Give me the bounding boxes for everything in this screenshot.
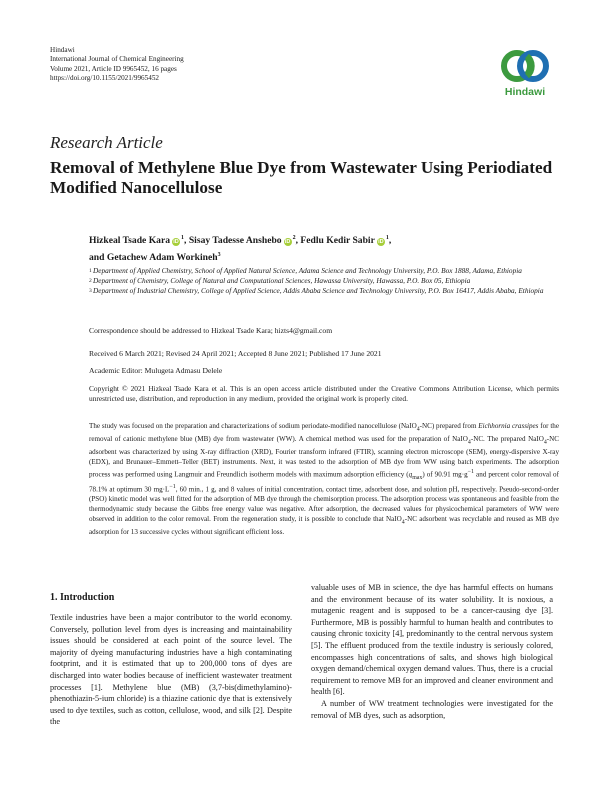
abstract-text: -NC) prepared from xyxy=(419,422,479,430)
abstract-text: The study was focused on the preparation and characterizations of sodium periodate-modified nanocellulose (NaIO xyxy=(89,422,417,430)
intro-paragraph: valuable uses of MB in science, the dye has harmful effects on humans and the environment because of its water solubility. It is noxious, a mutagenic reagent and is supposed to be a cancer-causing dye [3]. Furthermore, MB is possibly harmful to human health and contributes to causing chronic toxicity [4], predominantly to the central nervous system [5]. The effluent produced from the textile industry is seriously colored, encompasses high concentrations of salts, and shows high biological oxygen demand/chemical oxygen demand values. Thus, there is a crucial requirement to remove MB for an improved and cleaner environment and health [6]. xyxy=(311,583,553,697)
affiliation-item xyxy=(89,276,559,286)
orcid-icon[interactable]: iD xyxy=(173,239,179,246)
symbol-q: q xyxy=(408,470,413,479)
affiliation-item xyxy=(89,286,559,296)
abstract-text: and percent color removal of 78.1% at optimum 30 mg·L xyxy=(89,470,559,494)
subscript: max xyxy=(412,474,423,481)
superscript: −1 xyxy=(467,468,475,475)
hindawi-logo-icon xyxy=(494,46,556,86)
author-name[interactable]: Sisay Tadesse Anshebo xyxy=(188,235,282,247)
dates-line: Received 6 March 2021; Revised 24 April 2021; Accepted 8 June 2021; Published 17 June 2021 xyxy=(89,349,382,358)
publisher-name: Hindawi xyxy=(50,46,75,54)
journal-info xyxy=(50,46,184,83)
affiliation-number: 2 xyxy=(89,278,92,284)
abstract-text: ) of 90.91 mg·g xyxy=(422,470,468,479)
intro-column-right xyxy=(311,582,553,721)
journal-name: International Journal of Chemical Engineering xyxy=(50,55,184,64)
subscript: 4 xyxy=(416,426,420,433)
affiliation-text: Department of Chemistry, College of Natural and Computational Sciences, Hawassa University, Hawassa, P.O. Box 05, Ethiopia xyxy=(93,276,471,285)
abstract-text: -NC. The prepared NaIO xyxy=(470,435,544,444)
species-name: Eichhornia crassipes xyxy=(478,422,539,430)
affiliation-number: 1 xyxy=(89,268,92,274)
affiliation-list xyxy=(89,266,559,296)
affiliation-item xyxy=(89,266,559,276)
orcid-icon[interactable]: iD xyxy=(284,239,291,246)
volume-line: Volume 2021, Article ID 9965452, 16 pages xyxy=(50,64,177,73)
author-name[interactable]: Hizkeal Tsade Kara xyxy=(89,235,171,247)
author-list: Hizkeal Tsade Kara $iD^1$, Sisay Tadesse Anshebo $iD^2$, Fedlu Kedir Sabir $iD^1$, and Getachew Adam Workineh$^3$ xyxy=(89,235,392,264)
article-type: Research Article xyxy=(50,133,163,152)
affiliation-marker: 1 xyxy=(181,235,185,241)
author-name[interactable]: Getachew Adam Workineh xyxy=(106,252,218,264)
author-name[interactable]: Fedlu Kedir Sabir xyxy=(300,235,375,247)
subscript: 4 xyxy=(401,519,405,526)
hindawi-logo-text: Hindawi xyxy=(504,86,546,98)
orcid-icon[interactable]: iD xyxy=(378,239,384,246)
academic-editor: Academic Editor: Mulugeta Admasu Delele xyxy=(89,366,223,375)
abstract xyxy=(89,422,559,538)
hindawi-logo xyxy=(494,46,556,106)
affiliation-text: Department of Applied Chemistry, School of Applied Natural Science, Adama Science and Technology University, P.O. Box 1888, Adama, Ethiopia xyxy=(93,266,522,275)
affiliation-marker: 2 xyxy=(292,235,296,241)
subscript: 4 xyxy=(467,439,471,446)
correspondence-line: Correspondence should be addressed to Hizkeal Tsade Kara; hizts4@gmail.com xyxy=(89,326,333,335)
section-heading: 1. Introduction xyxy=(50,592,115,603)
superscript: −1 xyxy=(169,484,176,491)
abstract-text: , 60 min., 1 g, and 8 values of initial concentration, contact time, adsorbent dose, and solution pH, respectively. Pseudo-second-order (PSO) kinetic model was well fitted for the adsorption of MB dye through the chemisorption process. The adsorption process was spontaneous and feasible from the thermodynamic study because the Gibbs free energy value was negative. After adsorption, the decreased values for physicochemical parameters of WW were observed in addition to the color removal. From the regeneration study, it is possible to conclude that NaIO xyxy=(89,485,559,523)
subscript: 4 xyxy=(543,439,547,446)
intro-column-left: Textile industries have been a major contributor to the world economy. Conversely, pollution level from dyes is increasing and maintainability issues should be considered at each point of the source level. The majority of dyeing manufacturing industries have a high contaminating footprint, and it is estimated that up to 200,000 tons of dyes are discharged into water bodies because of inefficient wastewater treatment processes [1]. Methylene blue (MB) (3,7-bis(dimethylamino)-phenothiazin-5-ium chloride) is a thiazine cationic dye that is extensively used to dye textiles, such as cotton, cellulose, wood, and silk [2]. Despite the xyxy=(50,613,292,727)
abstract-text: -NC adsorbent was recyclable and reused as MB dye adsorption for 13 successive cycles without significant efficient loss. xyxy=(89,514,559,537)
abstract-text: -NC adsorbent was characterized by using X-ray diffraction (XRD), Fourier transform infrared (FTIR), scanning electron microscope (SEM), energy-dispersive X-ray (EDX), and Brunauer–Emmett–Teller (BET) instruments. Next, it was tested to the adsorption of MB dye from WW using batch experiments. The adsorption process was performed using Langmuir and Freundlich isotherm models with maximum adsorption efficiency ( xyxy=(89,435,559,479)
affiliation-text: Department of Industrial Chemistry, College of Applied Science, Addis Ababa Science and Technology University, P.O. Box 16417, Addis Ababa, Ethiopia xyxy=(93,286,544,295)
affiliation-marker: 3 xyxy=(217,252,221,259)
affiliation-marker: 1 xyxy=(385,235,389,241)
author-conjunction: and xyxy=(89,252,105,264)
abstract-text: for the removal of cationic methylene blue (MB) dye from wastewater (WW). A chemical method was used for the preparation of NaIO xyxy=(89,422,559,444)
intro-paragraph: A number of WW treatment technologies were investigated for the removal of MB dyes, such as adsorption, xyxy=(311,698,553,720)
affiliation-number: 3 xyxy=(89,288,92,294)
paper-title: Removal of Methylene Blue Dye from Wastewater Using Periodiated Modified Nanocellulose xyxy=(50,158,553,197)
doi-link[interactable]: https://doi.org/10.1155/2021/9965452 xyxy=(50,73,160,82)
copyright-notice: Copyright © 2021 Hizkeal Tsade Kara et al. This is an open access article distributed under the Creative Commons Attribution License, which permits unrestricted use, distribution, and reproduction in any medium, provided the original work is properly cited. xyxy=(89,384,559,403)
